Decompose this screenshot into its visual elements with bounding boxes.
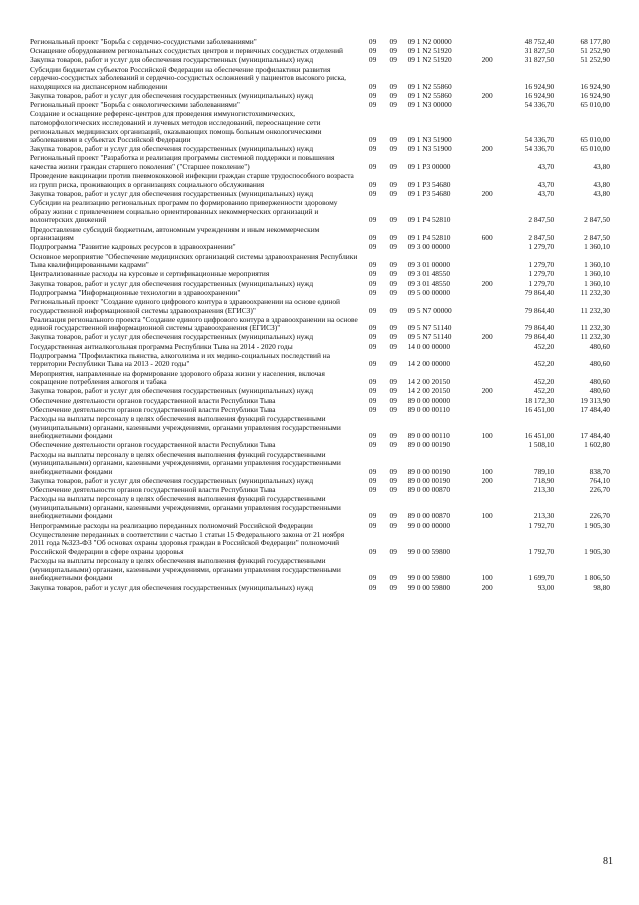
expense-type-cell (476, 253, 499, 271)
amount-year1-cell: 93,00 (537, 582, 555, 592)
subsection-code-cell: 09 (389, 144, 397, 154)
expense-type-cell (476, 531, 499, 557)
amount-year2-cell: 1 360,10 (584, 260, 610, 270)
section-code-cell: 09 (368, 278, 377, 288)
target-article-cell: 09 1 N3 51900 (407, 135, 452, 145)
target-article-cell: 89 0 00 00110 (407, 431, 450, 441)
amount-year1-cell: 16 451,00 (524, 431, 555, 441)
target-article-cell: 09 1 P4 52810 (407, 233, 451, 243)
table-row (30, 495, 610, 521)
subsection-code-cell: 09 (389, 431, 397, 441)
subsection-code-cell: 09 (389, 475, 397, 485)
amount-year1-cell: 54 336,70 (524, 100, 555, 110)
subsection-code-cell: 09 (389, 37, 397, 46)
amount-year2-cell: 11 232,30 (580, 305, 610, 315)
section-code-cell: 09 (368, 242, 377, 252)
row-name-cell: Основное мероприятие "Обеспечение медицинских организаций системы здравоохранения Республики Тыва квалифицированными кадрами" (30, 251, 358, 270)
expense-type-cell: 200 (481, 582, 493, 592)
row-name-cell: Расходы на выплаты персоналу в целях обеспечения выполнения функций государственными (муниципальными) органами, казенными учреждениями, органами управления государственными внебюджетными фондами (30, 556, 341, 583)
target-article-cell: 99 0 00 59800 (407, 547, 451, 557)
amount-year1-cell: 48 752,40 (524, 37, 555, 46)
section-code-cell: 09 (368, 404, 377, 414)
amount-year1-cell: 43,70 (537, 179, 555, 189)
target-article-cell: 09 3 01 48550 (407, 269, 451, 279)
row-name-cell: Закупка товаров, работ и услуг для обеспечения государственных (муниципальных) нужд (30, 189, 314, 199)
expense-type-cell (476, 370, 499, 388)
amount-year2-cell: 1 905,30 (584, 547, 610, 557)
subsection-code-cell: 09 (389, 260, 397, 270)
amount-year2-cell: 19 313,90 (580, 395, 610, 405)
table-row (30, 253, 610, 271)
amount-year1-cell: 1 279,70 (528, 260, 555, 270)
section-code-cell: 09 (368, 260, 377, 270)
subsection-code-cell: 09 (389, 511, 397, 521)
subsection-code-cell: 09 (389, 377, 397, 387)
target-article-cell: 09 1 N2 51920 (407, 46, 452, 56)
expense-type-cell: 200 (481, 55, 493, 65)
subsection-code-cell: 09 (389, 305, 397, 315)
amount-year1-cell: 1 279,70 (528, 269, 555, 279)
amount-year1-cell: 79 864,40 (524, 305, 555, 315)
expense-type-cell (476, 38, 499, 47)
expense-type-cell: 200 (481, 189, 493, 199)
target-article-cell: 99 0 00 00000 (407, 520, 451, 530)
row-name-cell: Расходы на выплаты персоналу в целях обеспечения выполнения функций государственными (муниципальными) органами, казенными учреждениями, органами управления государственными внебюджетными фондами (30, 413, 341, 441)
amount-year1-cell: 1 279,70 (528, 278, 555, 288)
section-code-cell: 09 (368, 323, 377, 333)
row-name-cell: Региональный проект "Борьба с онкологическими заболеваниями" (30, 100, 240, 110)
subsection-code-cell: 09 (389, 242, 397, 252)
table-row (30, 316, 610, 334)
amount-year2-cell: 68 177,80 (580, 37, 610, 46)
amount-year1-cell: 1 508,10 (528, 440, 555, 450)
amount-year1-cell: 452,20 (533, 377, 555, 387)
amount-year2-cell: 11 232,30 (580, 287, 610, 297)
target-article-cell: 09 5 N7 00000 (407, 305, 452, 315)
table-row (30, 110, 610, 145)
amount-year2-cell: 1 806,50 (584, 573, 610, 583)
row-name-cell: Расходы на выплаты персоналу в целях обеспечения выполнения функций государственными (муниципальными) органами, казенными учреждениями, органами управления государственными внебюджетными фондами (30, 449, 341, 476)
section-code-cell: 09 (368, 395, 377, 405)
target-article-cell: 14 2 00 20150 (407, 386, 451, 396)
target-article-cell: 09 1 P3 54680 (407, 179, 451, 189)
row-name-cell: Обеспечение деятельности органов государственной власти Республики Тыва (30, 395, 276, 405)
amount-year1-cell: 31 827,50 (524, 55, 555, 65)
section-code-cell: 09 (368, 511, 377, 521)
row-name-cell: Непрограммные расходы на реализацию переданных полномочий Российской Федерации (30, 520, 313, 530)
target-article-cell: 89 0 00 00110 (407, 404, 450, 414)
row-name-cell: Обеспечение деятельности органов государственной власти Республики Тыва (30, 485, 276, 495)
amount-year2-cell: 43,80 (593, 179, 610, 189)
expense-type-cell: 200 (481, 144, 493, 154)
target-article-cell: 09 1 N2 55860 (407, 90, 452, 100)
row-name-cell: Реализация регионального проекта "Создание единого цифрового контура в здравоохранении на основе единой государственной информационной системы здравоохранения (ЕГИСЗ)" (30, 314, 358, 333)
table-row (30, 557, 610, 583)
amount-year1-cell: 1 792,70 (528, 520, 555, 530)
amount-year2-cell: 65 010,00 (580, 100, 610, 110)
section-code-cell: 09 (368, 582, 377, 592)
amount-year2-cell: 65 010,00 (580, 144, 610, 154)
amount-year2-cell: 51 252,90 (580, 46, 610, 56)
amount-year2-cell: 480,60 (589, 359, 610, 369)
section-code-cell: 09 (368, 144, 377, 154)
target-article-cell: 09 1 N3 51900 (407, 144, 452, 154)
target-article-cell: 89 0 00 00190 (407, 475, 451, 485)
section-code-cell: 09 (368, 55, 377, 65)
expense-type-cell: 200 (481, 332, 493, 342)
amount-year1-cell: 718,90 (533, 475, 555, 485)
amount-year2-cell: 11 232,30 (580, 323, 610, 333)
row-name-cell: Обеспечение деятельности органов государственной власти Республики Тыва (30, 440, 276, 450)
expense-type-cell (476, 486, 499, 495)
amount-year2-cell: 1 360,10 (584, 269, 610, 279)
target-article-cell: 09 1 P3 00000 (407, 162, 451, 172)
amount-year2-cell: 480,60 (589, 341, 610, 351)
amount-year1-cell: 79 864,40 (524, 287, 555, 297)
amount-year2-cell: 480,60 (589, 386, 610, 396)
expense-type-cell (476, 172, 499, 190)
row-name-cell: Подпрограмма "Профилактика пьянства, алкоголизма и их медико-социальных последствий на территории Республики Тыва на 2013 - 2020 годы" (30, 350, 331, 369)
amount-year1-cell: 18 172,30 (524, 395, 555, 405)
subsection-code-cell: 09 (389, 520, 397, 530)
section-code-cell: 09 (368, 520, 377, 530)
page-number: 81 (603, 856, 613, 867)
target-article-cell: 09 1 P3 54680 (407, 189, 451, 199)
amount-year2-cell: 1 905,30 (584, 520, 610, 530)
table-row (30, 415, 610, 441)
amount-year2-cell: 1 602,80 (584, 440, 610, 450)
amount-year2-cell: 16 924,90 (580, 81, 610, 91)
target-article-cell: 09 3 00 00000 (407, 242, 451, 252)
amount-year2-cell: 43,80 (593, 189, 610, 199)
amount-year1-cell: 452,20 (533, 386, 555, 396)
row-name-cell: Закупка товаров, работ и услуг для обеспечения государственных (муниципальных) нужд (30, 386, 314, 396)
amount-year1-cell: 2 847,50 (528, 233, 555, 243)
subsection-code-cell: 09 (389, 386, 397, 396)
amount-year2-cell: 17 484,40 (580, 404, 610, 414)
target-article-cell: 09 1 N2 00000 (407, 37, 452, 46)
section-code-cell: 09 (368, 135, 377, 145)
table-row (30, 298, 610, 316)
subsection-code-cell: 09 (389, 404, 397, 414)
row-name-cell: Закупка товаров, работ и услуг для обеспечения государственных (муниципальных) нужд (30, 55, 314, 65)
amount-year1-cell: 2 847,50 (528, 215, 555, 225)
subsection-code-cell: 09 (389, 278, 397, 288)
expense-type-cell: 200 (481, 90, 493, 100)
subsection-code-cell: 09 (389, 485, 397, 495)
subsection-code-cell: 09 (389, 135, 397, 145)
subsection-code-cell: 09 (389, 341, 397, 351)
target-article-cell: 89 0 00 00870 (407, 485, 451, 495)
amount-year1-cell: 213,30 (533, 511, 555, 521)
section-code-cell: 09 (368, 547, 377, 557)
subsection-code-cell: 09 (389, 582, 397, 592)
section-code-cell: 09 (368, 440, 377, 450)
row-name-cell: Закупка товаров, работ и услуг для обеспечения государственных (муниципальных) нужд (30, 582, 314, 592)
budget-table-sheet (30, 38, 610, 593)
target-article-cell: 89 0 00 00870 (407, 511, 451, 521)
expense-type-cell: 200 (481, 475, 493, 485)
target-article-cell: 09 3 01 00000 (407, 260, 451, 270)
section-code-cell: 09 (368, 189, 377, 199)
amount-year2-cell: 2 847,50 (584, 233, 610, 243)
target-article-cell: 09 1 N2 55860 (407, 81, 452, 91)
row-name-cell: Мероприятия, направленные на формирование здорового образа жизни у населения, включая сокращение потребления алкоголя и табака (30, 368, 325, 387)
target-article-cell: 09 1 N3 00000 (407, 100, 452, 110)
amount-year1-cell: 1 792,70 (528, 547, 555, 557)
row-name-cell: Закупка товаров, работ и услуг для обеспечения государственных (муниципальных) нужд (30, 144, 314, 154)
expense-type-cell (476, 154, 499, 172)
table-row (30, 172, 610, 190)
target-article-cell: 89 0 00 00000 (407, 395, 451, 405)
expense-type-cell (476, 352, 499, 370)
expense-type-cell (476, 66, 499, 92)
subsection-code-cell: 09 (389, 55, 397, 65)
subsection-code-cell: 09 (389, 287, 397, 297)
amount-year1-cell: 452,20 (533, 341, 555, 351)
subsection-code-cell: 09 (389, 46, 397, 56)
row-name-cell: Осуществление переданных в соответствии с частью 1 статьи 15 Федерального закона от 21 ноября 2011 года №323-ФЗ "Об основах охраны здоровья граждан в Российской Федерации" полномочий Российской Федерации в сфере охраны здоровья (30, 529, 345, 557)
section-code-cell: 09 (368, 386, 377, 396)
amount-year2-cell: 2 847,50 (584, 215, 610, 225)
expense-type-cell: 100 (481, 511, 493, 521)
section-code-cell: 09 (368, 377, 377, 387)
amount-year2-cell: 838,70 (589, 466, 610, 476)
expense-type-cell (476, 397, 499, 406)
subsection-code-cell: 09 (389, 81, 397, 91)
amount-year2-cell: 51 252,90 (580, 55, 610, 65)
row-name-cell: Проведение вакцинации против пневмококковой инфекции граждан старше трудоспособного возраста из групп риска, проживающих в организациях социального обслуживания (30, 171, 354, 189)
section-code-cell: 09 (368, 179, 377, 189)
row-name-cell: Закупка товаров, работ и услуг для обеспечения государственных (муниципальных) нужд (30, 90, 314, 100)
target-article-cell: 09 1 N2 51920 (407, 55, 452, 65)
subsection-code-cell: 09 (389, 332, 397, 342)
row-name-cell: Создание и оснащение референс-центров для проведения иммуногистохимических, патоморфологических исследований и лучевых методов исследований, переоснащение сети региональных медицинских организаций, оказывающих помощь больным онкологическими заболеваниями в субъектах Российской Федерации (30, 109, 322, 145)
amount-year1-cell: 54 336,70 (524, 135, 555, 145)
subsection-code-cell: 09 (389, 179, 397, 189)
section-code-cell: 09 (368, 215, 377, 225)
row-name-cell: Закупка товаров, работ и услуг для обеспечения государственных (муниципальных) нужд (30, 332, 314, 342)
amount-year2-cell: 1 360,10 (584, 242, 610, 252)
subsection-code-cell: 09 (389, 215, 397, 225)
amount-year1-cell: 43,70 (537, 189, 555, 199)
section-code-cell: 09 (368, 305, 377, 315)
amount-year1-cell: 43,70 (537, 162, 555, 172)
amount-year2-cell: 65 010,00 (580, 135, 610, 145)
expense-type-cell (476, 289, 499, 298)
budget-table (30, 38, 610, 593)
section-code-cell: 09 (368, 100, 377, 110)
section-code-cell: 09 (368, 81, 377, 91)
table-row (30, 451, 610, 477)
row-name-cell: Централизованные расходы на курсовые и сертификационные мероприятия (30, 269, 270, 279)
expense-type-cell (476, 101, 499, 110)
expense-type-cell: 200 (481, 278, 493, 288)
amount-year1-cell: 213,30 (533, 485, 555, 495)
amount-year1-cell: 1 699,70 (528, 573, 555, 583)
subsection-code-cell: 09 (389, 466, 397, 476)
table-row (30, 584, 610, 593)
subsection-code-cell: 09 (389, 90, 397, 100)
amount-year1-cell: 54 336,70 (524, 144, 555, 154)
expense-type-cell (476, 316, 499, 334)
section-code-cell: 09 (368, 475, 377, 485)
expense-type-cell (476, 343, 499, 352)
row-name-cell: Оснащение оборудованием региональных сосудистых центров и первичных сосудистых отделений (30, 46, 343, 56)
target-article-cell: 09 3 01 48550 (407, 278, 451, 288)
target-article-cell: 09 1 P4 52810 (407, 215, 451, 225)
subsection-code-cell: 09 (389, 440, 397, 450)
expense-type-cell (476, 522, 499, 531)
amount-year1-cell: 1 279,70 (528, 242, 555, 252)
table-row (30, 66, 610, 92)
section-code-cell: 09 (368, 466, 377, 476)
subsection-code-cell: 09 (389, 100, 397, 110)
subsection-code-cell: 09 (389, 233, 397, 243)
budget-table-body (30, 38, 610, 593)
section-code-cell: 09 (368, 287, 377, 297)
expense-type-cell (476, 441, 499, 450)
section-code-cell: 09 (368, 269, 377, 279)
expense-type-cell: 200 (481, 386, 493, 396)
section-code-cell: 09 (368, 341, 377, 351)
table-row (30, 154, 610, 172)
table-row (30, 370, 610, 388)
row-name-cell: Региональный проект "Создание единого цифрового контура в здравоохранении на основе единой государственной информационной системы здравоохранения (ЕГИСЗ)" (30, 296, 341, 315)
target-article-cell: 89 0 00 00190 (407, 466, 451, 476)
target-article-cell: 09 5 00 00000 (407, 287, 451, 297)
amount-year1-cell: 79 864,40 (524, 332, 555, 342)
row-name-cell: Региональный проект "Борьба с сердечно-сосудистыми заболеваниями" (30, 37, 257, 46)
expense-type-cell: 100 (481, 573, 493, 583)
row-name-cell: Предоставление субсидий бюджетным, автономным учреждениям и иным некоммерческим организациям (30, 224, 320, 243)
expense-type-cell (476, 199, 499, 225)
table-row (30, 199, 610, 225)
row-name-cell: Государственная антиалкогольная программа Республики Тыва на 2014 - 2020 годы (30, 341, 293, 351)
target-article-cell: 09 5 N7 51140 (407, 323, 452, 333)
row-name-cell: Подпрограмма "Развитие кадровых ресурсов в здравоохранении" (30, 242, 236, 252)
amount-year1-cell: 16 924,90 (524, 81, 555, 91)
section-code-cell: 09 (368, 37, 377, 46)
section-code-cell: 09 (368, 359, 377, 369)
target-article-cell: 99 0 00 59800 (407, 582, 451, 592)
expense-type-cell (476, 406, 499, 415)
row-name-cell: Подпрограмма "Информационные технологии в здравоохранении" (30, 287, 241, 297)
amount-year2-cell: 480,60 (589, 377, 610, 387)
target-article-cell: 09 5 N7 51140 (407, 332, 452, 342)
subsection-code-cell: 09 (389, 189, 397, 199)
row-name-cell: Субсидии на реализацию региональных программ по формированию приверженности здоровому образу жизни с привлечением социально ориентированных некоммерческих организаций и волонтерских движений (30, 198, 338, 225)
table-row (30, 531, 610, 557)
amount-year1-cell: 789,10 (533, 466, 555, 476)
section-code-cell: 09 (368, 162, 377, 172)
amount-year2-cell: 226,70 (589, 485, 610, 495)
expense-type-cell: 600 (481, 233, 493, 243)
table-row (30, 226, 610, 244)
amount-year1-cell: 31 827,50 (524, 46, 555, 56)
amount-year2-cell: 764,10 (589, 475, 610, 485)
section-code-cell: 09 (368, 90, 377, 100)
section-code-cell: 09 (368, 332, 377, 342)
amount-year2-cell: 1 360,10 (584, 278, 610, 288)
expense-type-cell: 100 (481, 431, 493, 441)
row-name-cell: Расходы на выплаты персоналу в целях обеспечения выполнения функций государственными (муниципальными) органами, казенными учреждениями, органами управления государственными внебюджетными фондами (30, 494, 341, 521)
target-article-cell: 99 0 00 59800 (407, 573, 451, 583)
target-article-cell: 14 2 00 20150 (407, 377, 451, 387)
table-row (30, 352, 610, 370)
target-article-cell: 14 0 00 00000 (407, 341, 451, 351)
subsection-code-cell: 09 (389, 547, 397, 557)
section-code-cell: 09 (368, 573, 377, 583)
subsection-code-cell: 09 (389, 269, 397, 279)
section-code-cell: 09 (368, 46, 377, 56)
expense-type-cell (476, 110, 499, 145)
row-name-cell: Региональный проект "Разработка и реализация программы системной поддержки и повышения качества жизни граждан старшего поколения" ("Старшее поколение") (30, 153, 335, 172)
amount-year1-cell: 16 451,00 (524, 404, 555, 414)
row-name-cell: Обеспечение деятельности органов государственной власти Республики Тыва (30, 404, 276, 414)
expense-type-cell: 100 (481, 466, 493, 476)
row-name-cell: Закупка товаров, работ и услуг для обеспечения государственных (муниципальных) нужд (30, 278, 314, 288)
row-name-cell: Субсидии бюджетам субъектов Российской Федерации на обеспечение профилактики развития сердечно-сосудистых заболеваний и сердечно-сосудистых осложнений у пациентов высокого риска, находящихся на диспансерном наблюдении (30, 64, 346, 91)
subsection-code-cell: 09 (389, 573, 397, 583)
subsection-code-cell: 09 (389, 395, 397, 405)
subsection-code-cell: 09 (389, 162, 397, 172)
row-name-cell: Закупка товаров, работ и услуг для обеспечения государственных (муниципальных) нужд (30, 475, 314, 485)
section-code-cell: 09 (368, 485, 377, 495)
target-article-cell: 89 0 00 00190 (407, 440, 451, 450)
amount-year1-cell: 16 924,90 (524, 90, 555, 100)
amount-year2-cell: 98,80 (593, 582, 610, 592)
section-code-cell: 09 (368, 431, 377, 441)
amount-year2-cell: 43,80 (593, 162, 610, 172)
expense-type-cell (476, 298, 499, 316)
target-article-cell: 14 2 00 00000 (407, 359, 451, 369)
subsection-code-cell: 09 (389, 323, 397, 333)
amount-year2-cell: 16 924,90 (580, 90, 610, 100)
subsection-code-cell: 09 (389, 359, 397, 369)
section-code-cell: 09 (368, 233, 377, 243)
amount-year2-cell: 226,70 (589, 511, 610, 521)
amount-year1-cell: 79 864,40 (524, 323, 555, 333)
amount-year2-cell: 11 232,30 (580, 332, 610, 342)
expense-type-cell (476, 243, 499, 252)
amount-year2-cell: 17 484,40 (580, 431, 610, 441)
amount-year1-cell: 452,20 (533, 359, 555, 369)
